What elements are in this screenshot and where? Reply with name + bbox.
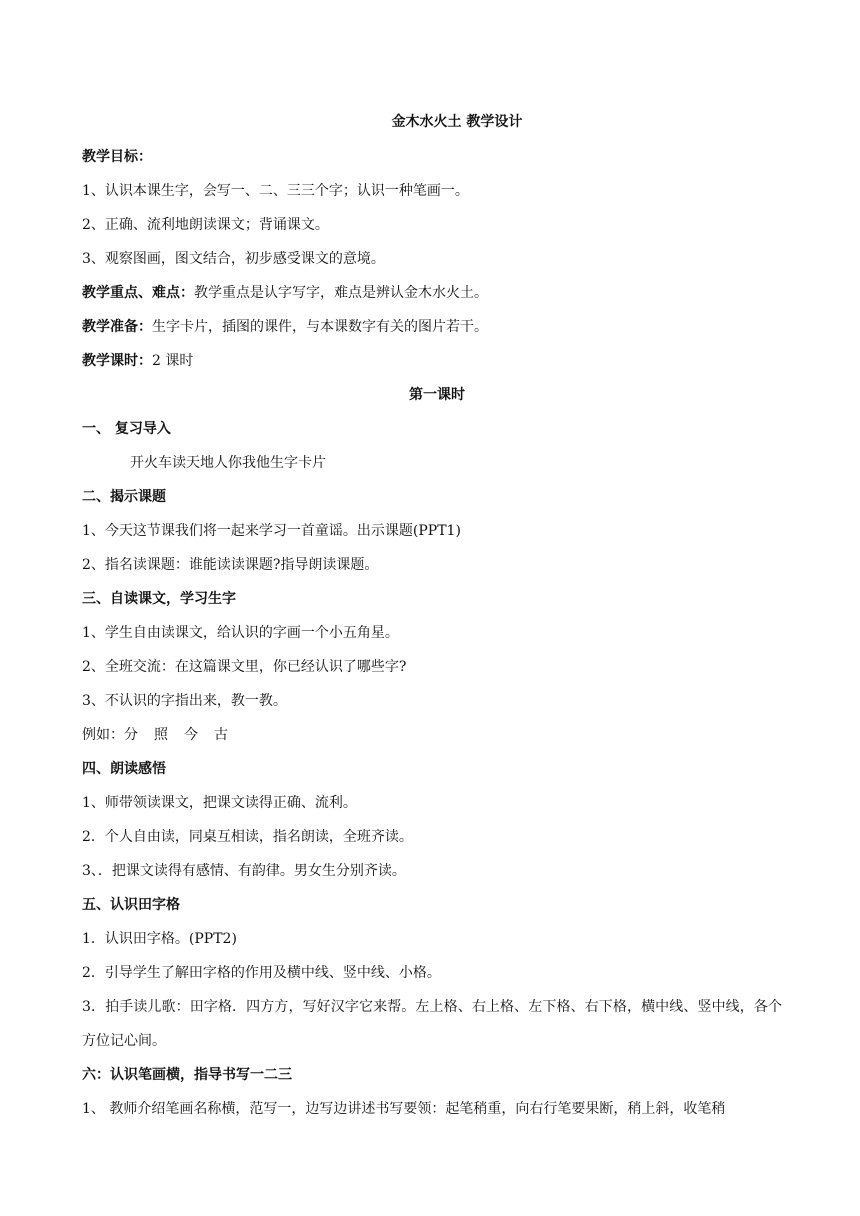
section-heading-4: 四、朗读感悟 — [82, 761, 166, 777]
prep-label: 教学准备： — [82, 319, 152, 335]
example-line — [82, 718, 782, 752]
example-label: 例如： — [82, 727, 124, 743]
section-6-line: 1、 教师介绍笔画名称横，范写一，边写边讲述书写要领：起笔稍重，向右行笔要果断，稍上斜，收笔稍 — [82, 1101, 726, 1117]
document-body — [82, 108, 782, 1126]
section-heading-1: 一、 复习导入 — [82, 421, 171, 437]
prep-text: 生字卡片，插图的课件，与本课数字有关的图片若干。 — [152, 319, 488, 335]
section-heading-6: 六：认识笔画横，指导书写一二三 — [82, 1067, 292, 1083]
example-char: 照 — [154, 727, 168, 743]
section-3-line: 2、全班交流：在这篇课文里，你已经认识了哪些字? — [82, 659, 407, 675]
document-title: 金木水火土 教学设计 — [391, 114, 523, 130]
objective-item: 3、观察图画，图文结合，初步感受课文的意境。 — [82, 251, 385, 267]
lesson-title: 第一课时 — [409, 387, 465, 403]
section-1-line: 开火车读天地人你我他生字卡片 — [130, 455, 326, 471]
section-3-line: 3、不认识的字指出来，教一教。 — [82, 693, 287, 709]
section-3-line: 1、学生自由读课文，给认识的字画一个小五角星。 — [82, 625, 399, 641]
objective-item: 2、正确、流利地朗读课文；背诵课文。 — [82, 217, 329, 233]
objective-item: 1、认识本课生字，会写一、二、三三个字；认识一种笔画一。 — [82, 183, 469, 199]
section-4-line: 3、．把课文读得有感情、有韵律。男女生分别齐读。 — [82, 863, 406, 879]
example-char: 古 — [214, 727, 228, 743]
hours-text: 2 课时 — [152, 353, 194, 369]
key-points-line — [82, 276, 782, 310]
example-char: 今 — [184, 727, 198, 743]
key-points-label: 教学重点、难点： — [82, 285, 194, 301]
section-4-line: 1、师带领读课文，把课文读得正确、流利。 — [82, 795, 357, 811]
objectives-heading: 教学目标： — [82, 149, 152, 165]
section-4-line: 2．个人自由读，同桌互相读，指名朗读，全班齐读。 — [82, 829, 413, 845]
key-points-text: 教学重点是认字写字，难点是辨认金木水火土。 — [194, 285, 488, 301]
section-heading-5: 五、认识田字格 — [82, 897, 180, 913]
section-5-long-line: 3．拍手读儿歌：田字格．四方方，写好汉字它来帮。左上格、右上格、左下格、右下格，横中线、竖中线，各个方位记心间。 — [82, 999, 782, 1049]
section-2-line: 2、指名读课题：谁能读读课题?指导朗读课题。 — [82, 557, 379, 573]
hours-line — [82, 344, 782, 378]
section-2-line: 1、今天这节课我们将一起来学习一首童谣。出示课题(PPT1) — [82, 523, 461, 539]
section-5-line: 2．引导学生了解田字格的作用及横中线、竖中线、小格。 — [82, 965, 441, 981]
section-heading-2: 二、揭示课题 — [82, 489, 166, 505]
section-5-line: 1．认识田字格。(PPT2) — [82, 931, 237, 947]
prep-line — [82, 310, 782, 344]
example-char: 分 — [124, 727, 138, 743]
section-heading-3: 三、自读课文，学习生字 — [82, 591, 236, 607]
hours-label: 教学课时： — [82, 353, 152, 369]
